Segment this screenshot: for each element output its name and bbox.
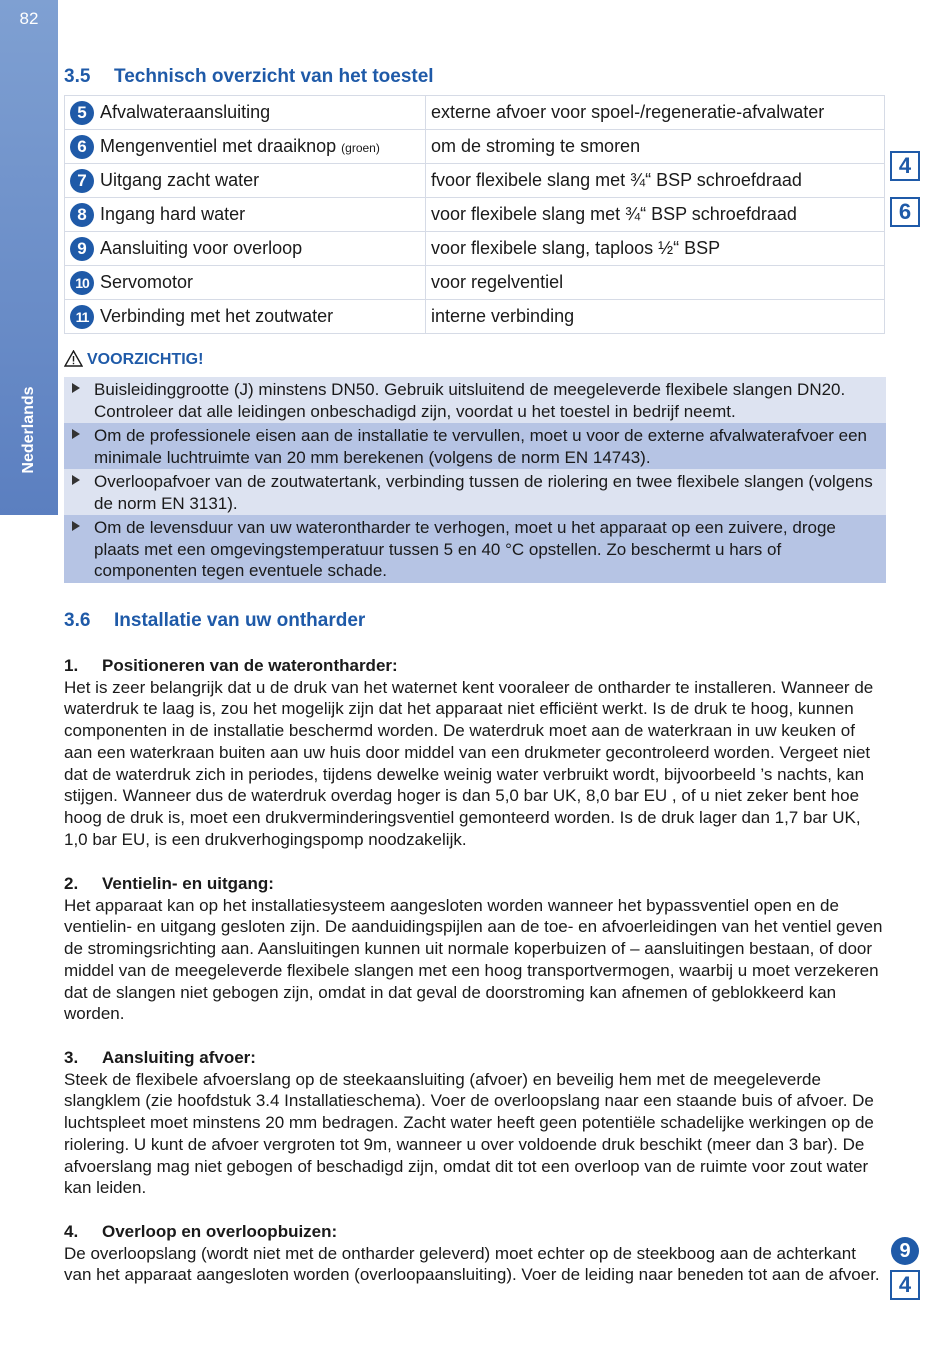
number-badge: 6 [70,135,94,159]
table-row [65,266,885,300]
arrow-bullet-icon [72,521,80,531]
table-row [65,130,885,164]
component-label: Aansluiting voor overloop [100,237,303,258]
component-description: interne verbinding [426,300,885,334]
component-label: Mengenventiel met draaiknop [100,135,337,156]
subsection-number: 4. [64,1222,79,1241]
language-tab: Nederlands [20,386,37,474]
subsection [64,1047,886,1199]
figure-ref-circle: 9 [891,1237,919,1265]
section-number: 3.5 [64,66,91,87]
figure-ref-box: 6 [890,197,920,227]
number-badge: 11 [70,305,94,329]
subsection-number: 1. [64,656,79,675]
caution-text: Overloopafvoer van de zoutwatertank, verbinding tussen de riolering en twee flexibele slangen (volgens de norm EN 3131). [94,472,873,513]
subsection-number: 2. [64,874,79,893]
section-3-5-heading [64,66,434,88]
component-description: voor flexibele slang, taploos ½“ BSP [426,232,885,266]
caution-text: Om de professionele eisen aan de installatie te vervullen, moet u voor de externe afvalwaterafvoer een minimale luchtruimte van 20 mm berekenen (volgens de norm EN 14743). [94,426,868,467]
subsection-heading [64,655,886,677]
number-badge: 7 [70,169,94,193]
language-sidebar [0,0,58,515]
caution-text: Om de levensduur van uw waterontharder te verhogen, moet u het apparaat op een zuivere, droge plaats met een omgevingstemperatuur tussen 5 en 40 °C opstellen. Zo beschermt u hars of componenten tegen eventuele schade. [94,518,836,580]
table-row [65,96,885,130]
subsection-title: Ventielin- en uitgang: [102,874,274,893]
number-badge: 10 [70,271,94,295]
caution-item [64,469,886,515]
subsection-title: Aansluiting afvoer: [102,1048,256,1067]
caution-heading [64,350,203,369]
subsection-heading [64,1221,886,1243]
caution-item [64,377,886,423]
number-badge: 5 [70,101,94,125]
caution-item [64,515,886,583]
figure-ref-box: 4 [890,1270,920,1300]
warning-triangle-icon [64,350,83,367]
section-title: Installatie van uw ontharder [114,610,366,631]
arrow-bullet-icon [72,429,80,439]
subsection-body: Het apparaat kan op het installatiesysteem aangesloten worden wanneer het bypassventiel open en de ventielin- en uitgang gesloten zijn. De aanduidingspijlen aan de toe- en afvoerleidingen van het ventiel geven de stromingsrichting aan. Aansluitingen kunnen uit normale koperbuizen of – aansluitingen bestaan, of door middel van de meegeleverde flexibele slangen met een hoog transportvermogen, waarbij u moet verzekeren dat de slangen niet gebogen zijn, omdat in dat geval de doorstroming kan afnemen of geblokkeerd kan worden. [64,895,883,1024]
section-3-6-heading [64,610,365,632]
number-badge: 8 [70,203,94,227]
component-note: (groen) [341,140,380,155]
subsection-body: Steek de flexibele afvoerslang op de steekaansluiting (afvoer) en beveilig hem met de meegeleverde slangklem (zie hoofdstuk 3.4 Installatieschema). Voer de overloopslang naar een staande buis of afvoer. De luchtspleet moet minstens 20 mm bedragen. Zacht water heeft geen potentiële schadelijke werkingen op de riolering. U kunt de afvoer vergroten tot 9m, wanneer u over voldoende druk beschikt (meer dan 3 bar). De afvoerslang mag niet gebogen of beschadigd zijn, omdat dit tot een overloop van de ruimte voor zout water kan leiden. [64,1069,874,1198]
subsection [64,873,886,1025]
subsection-number: 3. [64,1048,79,1067]
caution-item [64,423,886,469]
component-description: om de stroming te smoren [426,130,885,164]
subsection-body: Het is zeer belangrijk dat u de druk van het waternet kent vooraleer de ontharder te installeren. Wanneer de waterdruk te laag is, zou het mogelijk zijn dat het apparaat niet efficiënt werkt. Is de druk te hoog, kunnen componenten in de installatie beschermd worden. De waterdruk moet aan de waterkraan in uw keuken of aan een waterkraan buiten aan uw huis door middel van een drukmeter gecontroleerd worden. Vergeet niet dat de waterdruk zich in periodes, tijdens dewelke weinig water verbruikt wordt, bijvoorbeeld ’s nachts, kan stijgen. Wanneer dus de waterdruk overdag hoger is dan 5,0 bar UK, 8,0 bar EU , of u niet zeker bent hoe hoog de druk is, moet een drukverminderingsventiel gemonteerd worden. Is de druk lager dan 1,7 bar UK, 1,0 bar EU, is een drukverhogingspomp noodzakelijk. [64,677,874,849]
component-description: externe afvoer voor spoel-/regeneratie-afvalwater [426,96,885,130]
number-badge: 9 [70,237,94,261]
arrow-bullet-icon [72,475,80,485]
arrow-bullet-icon [72,383,80,393]
subsection-heading [64,873,886,895]
caution-title: VOORZICHTIG! [87,351,204,368]
table-row [65,300,885,334]
component-description: voor regelventiel [426,266,885,300]
component-label: Afvalwateraansluiting [100,101,271,122]
component-description: fvoor flexibele slang met ¾“ BSP schroefdraad [426,164,885,198]
subsection-heading [64,1047,886,1069]
component-description: voor flexibele slang met ¾“ BSP schroefdraad [426,198,885,232]
table-row [65,164,885,198]
component-label: Verbinding met het zoutwater [100,305,334,326]
table-row [65,198,885,232]
component-label: Ingang hard water [100,203,246,224]
page-number: 82 [19,9,39,28]
subsection-title: Positioneren van de waterontharder: [102,656,398,675]
component-label: Uitgang zacht water [100,169,260,190]
section-title: Technisch overzicht van het toestel [114,66,434,87]
subsection-body: De overloopslang (wordt niet met de ontharder geleverd) moet echter op de steekboog aan de achterkant van het apparaat aangesloten worden (overloopaansluiting). Voer de leiding naar beneden tot aan de afvoer. [64,1243,880,1285]
section-number: 3.6 [64,610,91,631]
figure-ref-box: 4 [890,151,920,181]
subsection-title: Overloop en overloopbuizen: [102,1222,338,1241]
subsection [64,655,886,850]
caution-text: Buisleidinggrootte (J) minstens DN50. Gebruik uitsluitend de meegeleverde flexibele slangen DN20. Controleer dat alle leidingen onbeschadigd zijn, voordat u het toestel in bedrijf neemt. [94,380,846,421]
table-row [65,232,885,266]
subsection [64,1221,886,1286]
component-label: Servomotor [100,271,194,292]
technical-overview-table [64,95,885,334]
